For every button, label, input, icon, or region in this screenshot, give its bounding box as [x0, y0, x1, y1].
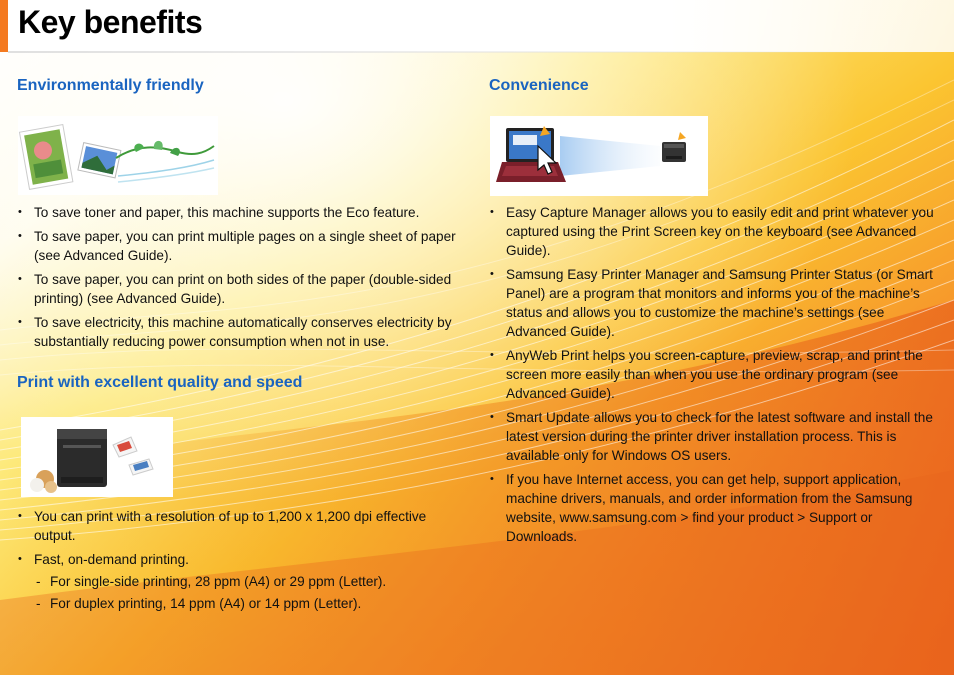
header-divider — [8, 51, 954, 53]
list-item: • Smart Update allows you to check for the latest software and install the latest version during the printer driver installation process. This is available only for Windows OS users. — [489, 408, 939, 465]
quality-bullet-list — [17, 507, 462, 618]
list-item-text: Fast, on-demand printing. — [34, 552, 189, 567]
section-heading-convenience: Convenience — [489, 77, 589, 94]
section-heading-eco: Environmentally friendly — [17, 77, 204, 94]
sub-list-item: - For duplex printing, 14 ppm (A4) or 14 ppm (Letter). — [34, 594, 462, 613]
list-item: • Easy Capture Manager allows you to easily edit and print whatever you captured using the Print Screen key on the keyboard (see Advanced Guide). — [489, 203, 939, 260]
page-header — [0, 0, 954, 52]
list-item: • To save electricity, this machine automatically conserves electricity by substantially reducing power consumption when not in use. — [17, 313, 462, 351]
sub-bullet-list — [34, 572, 462, 613]
list-item: • If you have Internet access, you can get help, support application, machine drivers, manuals, and order information from the Samsung website, www.samsung.com > find your product > Support or Downloads. — [489, 470, 939, 546]
list-item — [17, 550, 462, 613]
printer-illustration — [21, 417, 173, 497]
page-title: Key benefits — [18, 4, 203, 40]
eco-bullet-list — [17, 203, 462, 356]
list-item: • Samsung Easy Printer Manager and Samsung Printer Status (or Smart Panel) are a program that monitors and informs you of the machine’s status and allows you to customize the machine’s settings (see Advanced Guide). — [489, 265, 939, 341]
section-heading-quality: Print with excellent quality and speed — [17, 374, 303, 391]
list-item: • To save paper, you can print on both sides of the paper (double-sided printing) (see Advanced Guide). — [17, 270, 462, 308]
header-accent-bar — [0, 0, 8, 52]
eco-illustration — [18, 116, 218, 195]
convenience-bullet-list — [489, 203, 939, 551]
list-item: • To save paper, you can print multiple pages on a single sheet of paper (see Advanced Guide). — [17, 227, 462, 265]
convenience-illustration — [490, 116, 708, 196]
list-item: • AnyWeb Print helps you screen-capture, preview, scrap, and print the screen more easily than when you use the ordinary program (see Advanced Guide). — [489, 346, 939, 403]
list-item: • You can print with a resolution of up to 1,200 x 1,200 dpi effective output. — [17, 507, 462, 545]
list-item: • To save toner and paper, this machine supports the Eco feature. — [17, 203, 462, 222]
sub-list-item: - For single-side printing, 28 ppm (A4) or 29 ppm (Letter). — [34, 572, 462, 591]
